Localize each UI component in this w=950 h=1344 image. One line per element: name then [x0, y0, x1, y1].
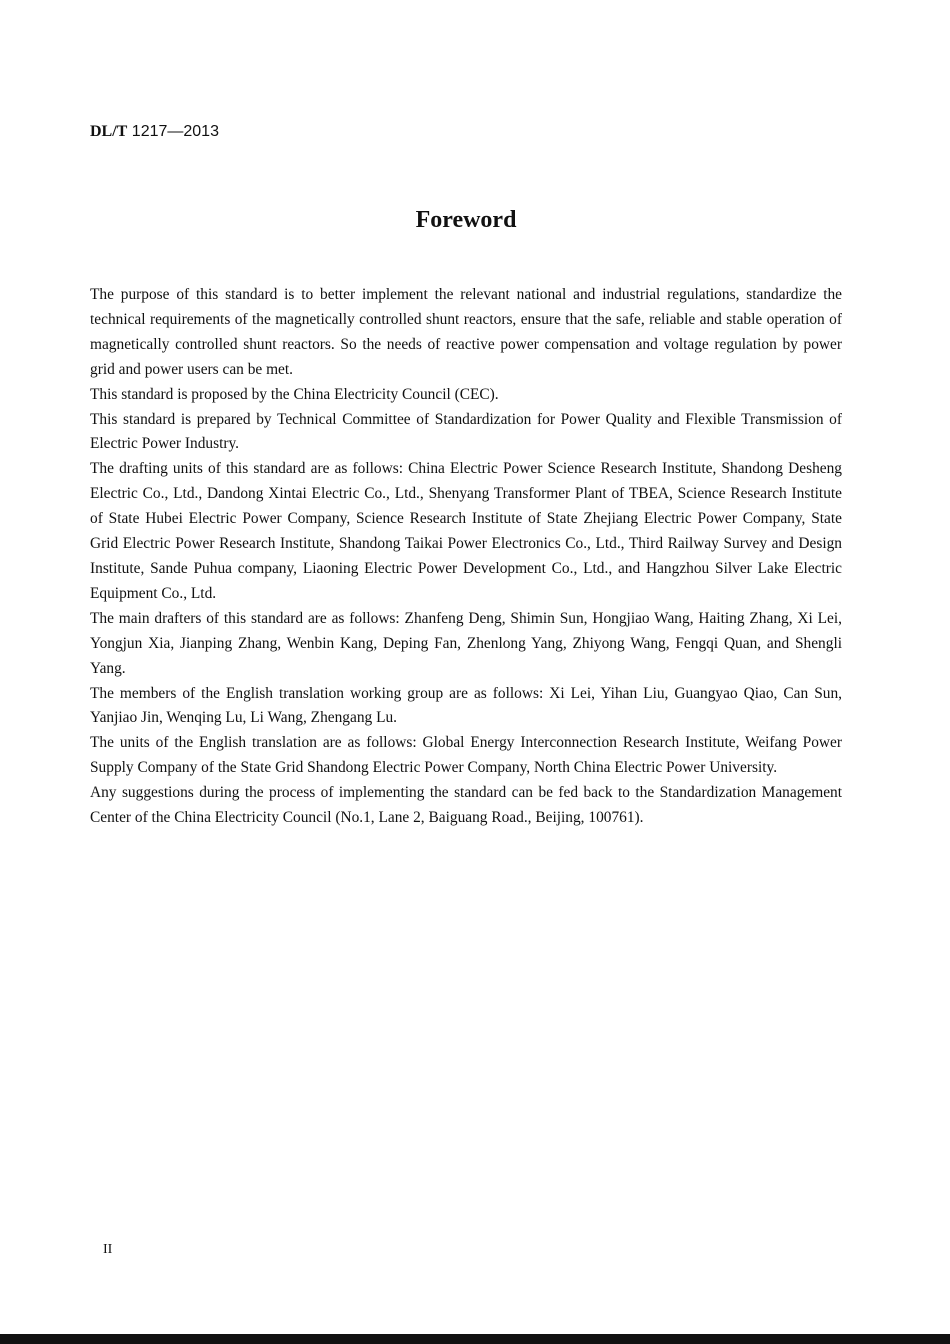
standard-code-number: 1217—2013: [127, 123, 219, 140]
standard-code-header: [90, 122, 219, 142]
paragraph-drafting-units: The drafting units of this standard are as follows: China Electric Power Science Research Institute, Shandong Desheng Electric Co., Ltd., Dandong Xintai Electric Co., Ltd., Shenyang Transformer Plant of TBEA, Science Research Institute of State Hubei Electric Power Company, Science Research Institute of State Zhejiang Electric Power Company, State Grid Electric Power Research Institute, Shandong Taikai Power Electronics Co., Ltd., Third Railway Survey and Design Institute, Sande Puhua company, Liaoning Electric Power Development Co., Ltd., and Hangzhou Silver Lake Electric Equipment Co., Ltd.: [90, 460, 842, 602]
bottom-border: [0, 1334, 950, 1344]
standard-code-prefix: DL/T: [90, 123, 128, 140]
paragraph-main-drafters: The main drafters of this standard are as follows: Zhanfeng Deng, Shimin Sun, Hongjiao Wang, Haiting Zhang, Xi Lei, Yongjun Xia, Jianping Zhang, Wenbin Kang, Deping Fan, Zhenlong Yang, Zhiyong Wang, Fengqi Quan, and Shengli Yang.: [90, 609, 842, 677]
page-number: II: [103, 1242, 113, 1257]
paragraph-proposed-by: This standard is proposed by the China Electricity Council (CEC).: [90, 385, 499, 403]
paragraph-translation-units: The units of the English translation are as follows: Global Energy Interconnection Research Institute, Weifang Power Supply Company of the State Grid Shandong Electric Power Company, North China Electric Power University.: [90, 734, 842, 777]
paragraph-prepared-by: This standard is prepared by Technical Committee of Standardization for Power Quality and Flexible Transmission of Electric Power Industry.: [90, 410, 842, 453]
foreword-body: [90, 283, 842, 831]
page-title: Foreword: [415, 207, 517, 233]
paragraph-purpose: The purpose of this standard is to better implement the relevant national and industrial regulations, standardize the technical requirements of the magnetically controlled shunt reactors, ensure that the safe, reliable and stable operation of magnetically controlled shunt reactors. So the needs of reactive power compensation and voltage regulation by power grid and power users can be met.: [90, 286, 842, 378]
paragraph-suggestions: Any suggestions during the process of implementing the standard can be fed back to the Standardization Management Center of the China Electricity Council (No.1, Lane 2, Baiguang Road., Beijing, 100761).: [90, 784, 842, 827]
paragraph-translation-members: The members of the English translation working group are as follows: Xi Lei, Yihan Liu, Guangyao Qiao, Can Sun, Yanjiao Jin, Wenqing Lu, Li Wang, Zhengang Lu.: [90, 684, 842, 727]
